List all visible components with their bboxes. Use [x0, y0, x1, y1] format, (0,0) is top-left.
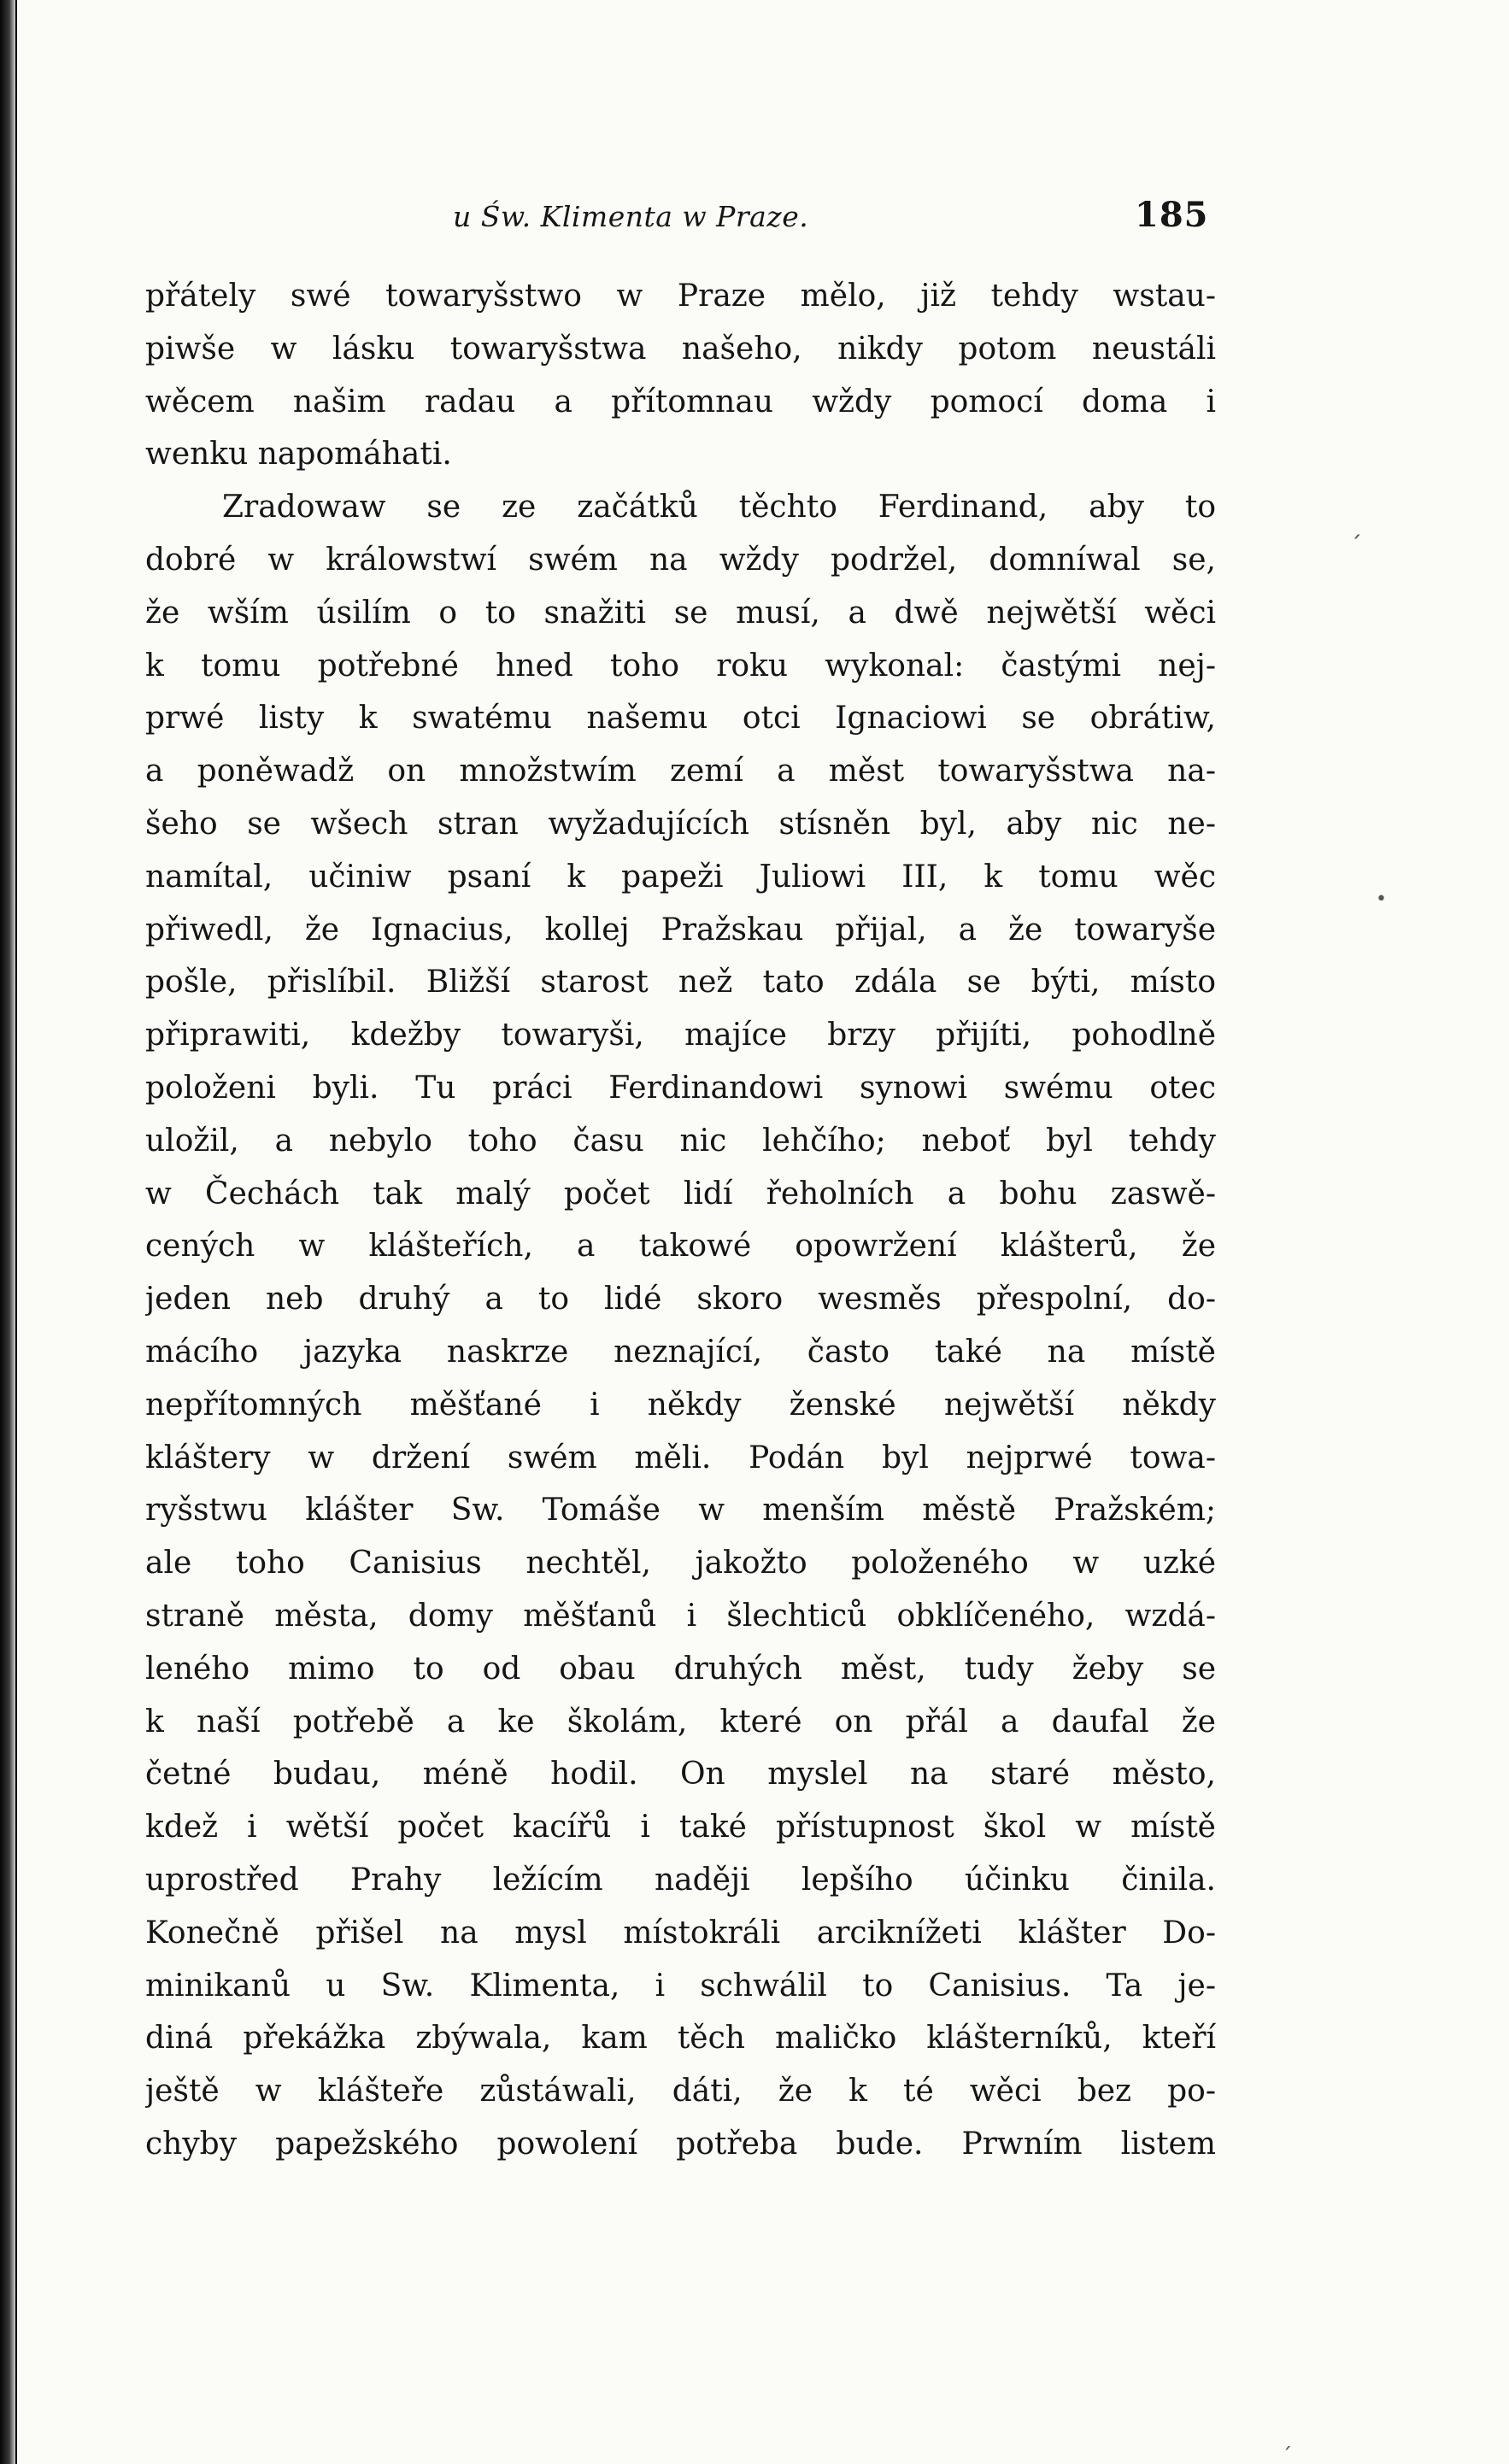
paragraph-end-line: wenku napomáhati. — [145, 437, 452, 472]
text-line: a poněwadž on množstwím zemí a měst towaryšstwa na- — [145, 754, 1216, 789]
text-line: šeho se wšech stran wyžadujících stísněn byl, aby nic ne- — [145, 806, 1216, 842]
margin-speck-icon: ˏ — [1350, 511, 1362, 539]
text-line: k tomu potřebné hned toho roku wykonal: častými nej- — [145, 648, 1216, 683]
margin-speck-icon: ˏ — [1282, 2426, 1292, 2450]
text-line: uprostřed Prahy ležícím naději lepšího účinku činila. — [145, 1862, 1216, 1898]
text-line: dobré w králowstwí swém na wždy podržel, domníwal se, — [145, 542, 1216, 578]
text-line: Konečně přišel na mysl místokráli arciknížeti klášter Do- — [145, 1915, 1216, 1951]
text-line: diná překážka zbýwala, kam těch maličko klášterníků, kteří — [145, 2021, 1216, 2056]
text-line: k naší potřebě a ke školám, které on přál a daufal že — [145, 1704, 1216, 1739]
text-line: pošle, přislíbil. Bližší starost než tato zdála se býti, místo — [145, 965, 1216, 1000]
text-line: straně města, domy měšťanů i šlechticů obklíčeného, wzdá- — [145, 1598, 1216, 1634]
text-line: chyby papežského powolení potřeba bude. Prwním listem — [145, 2126, 1216, 2162]
text-line: uložil, a nebylo toho času nic lehčího; neboť byl tehdy — [145, 1123, 1216, 1159]
text-line: že wším úsilím o to snažiti se musí, a dwě nejwětší wěci — [145, 595, 1216, 631]
text-line: prwé listy k swatému našemu otci Ignaciowi se obrátiw, — [145, 701, 1216, 736]
running-head-title: u Św. Klimenta w Praze. — [453, 200, 809, 233]
text-line: piwše w lásku towaryšstwa našeho, nikdy potom neustáli — [145, 331, 1216, 367]
text-line: položeni byli. Tu práci Ferdinandowi synowi swému otec — [145, 1070, 1216, 1106]
page-number: 185 — [1135, 195, 1209, 235]
margin-speck-icon: • — [1376, 889, 1387, 910]
text-line: jeden neb druhý a to lidé skoro wesměs přespolní, do- — [145, 1282, 1216, 1317]
body-text — [145, 270, 1216, 2171]
book-page — [17, 0, 1509, 2464]
text-line: připrawiti, kdežby towaryši, majíce brzy přijíti, pohodlně — [145, 1018, 1216, 1053]
text-line: mácího jazyka naskrze neznající, často také na místě — [145, 1334, 1216, 1370]
text-line: wěcem našim radau a přítomnau wždy pomocí doma i — [145, 384, 1216, 419]
text-line: cených w klášteřích, a takowé opowržení klášterů, že — [145, 1229, 1216, 1264]
text-line: přátely swé towaryšstwo w Praze mělo, již tehdy wstau- — [145, 279, 1216, 314]
text-line: přiwedl, že Ignacius, kollej Pražskau přijal, a že towaryše — [145, 912, 1216, 947]
text-line: kdež i wětší počet kacířů i také přístupnost škol w místě — [145, 1810, 1216, 1845]
text-line: ještě w klášteře zůstáwali, dáti, že k té wěci bez po- — [145, 2074, 1216, 2109]
text-line: ryšstwu klášter Sw. Tomáše w menším městě Pražském; — [145, 1493, 1216, 1528]
running-head — [17, 195, 1509, 246]
paragraph-start-line: Zradowaw se ze začátků těchto Ferdinand, aby to — [222, 490, 1216, 525]
text-line: kláštery w držení swém měli. Podán byl nejprwé towa- — [145, 1440, 1216, 1475]
text-line: namítal, učiniw psaní k papeži Juliowi III, k tomu wěc — [145, 859, 1216, 895]
page-binding-edge — [0, 0, 15, 2464]
text-line: ale toho Canisius nechtěl, jakožto položeného w uzké — [145, 1546, 1216, 1581]
text-line: leného mimo to od obau druhých měst, tudy žeby se — [145, 1651, 1216, 1687]
text-line: minikanů u Sw. Klimenta, i schwálil to Canisius. Ta je- — [145, 1968, 1216, 2003]
text-line: w Čechách tak malý počet lidí řeholních a bohu zaswě- — [145, 1176, 1216, 1211]
text-line: četné budau, méně hodil. On myslel na staré město, — [145, 1757, 1216, 1792]
text-line: nepřítomných měšťané i někdy ženské nejwětší někdy — [145, 1387, 1216, 1423]
